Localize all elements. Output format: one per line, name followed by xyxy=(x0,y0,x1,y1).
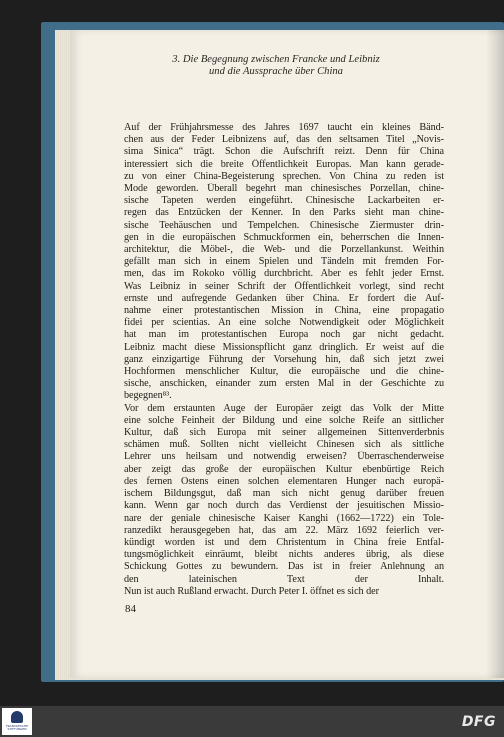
text-line: men, das im Rokoko völlig durchbricht. Aber es fehlt jeder Ernst. xyxy=(124,268,444,280)
section-heading xyxy=(126,54,426,78)
text-line: ganz einzigartige Führung der Vorsehung hin, daß sich jetzt zwei xyxy=(124,353,444,365)
text-line: kann. Wenn gar noch durch das Verdienst der jesuitischen Missio- xyxy=(124,500,444,512)
text-line: chen aus der Feder Leibnizens auf, das den seltsamen Titel „Novis- xyxy=(124,134,444,146)
text-line: eine solche Feinheit der Bildung und eine solche Reife an sittlicher xyxy=(124,414,444,426)
text-line: Lehrer uns heilsam und notwendig erweisen? Überraschenderweise xyxy=(124,451,444,463)
footer-bar xyxy=(0,706,504,737)
text-line: Nun ist auch Rußland erwacht. Durch Peter I. öffnet es sich der xyxy=(124,585,379,597)
text-line: zu von einer China-Begeisterung sprechen. Von China zu reden ist xyxy=(124,170,444,182)
text-line: begegnen⁸³. xyxy=(124,390,172,402)
text-line: sima Sinica“ trägt. Schon die Aufschrift reizt. Denn für China xyxy=(124,146,444,158)
text-line: fidei per scientias. An eine solche Notwendigkeit oder Möglichkeit xyxy=(124,317,444,329)
text-line: ernste und aufregende Gedanken über China. Er fordert die Auf- xyxy=(124,292,444,304)
text-line: Vor dem erstaunten Auge der Europäer zeigt das Volk der Mitte xyxy=(124,402,444,414)
text-line: Hochformen menschlicher Kultur, die europäische und die chine- xyxy=(124,366,444,378)
section-heading-line-1: 3. Die Begegnung zwischen Francke und Leibniz xyxy=(172,54,380,65)
text-line: regen das Entzücken der Kenner. In den Parks sieht man chine- xyxy=(124,207,444,219)
text-line: den lateinischen Text der Inhalt. xyxy=(124,573,444,585)
logo-text-line-2: STIFTUNGEN xyxy=(7,727,27,732)
logo-text xyxy=(4,725,30,732)
text-line: hat man im protestantischen Europa noch gar nicht gedacht. xyxy=(124,329,444,341)
text-line: Was Leibniz in seiner Schrift der Öffentlichkeit vorlegt, sind recht xyxy=(124,280,444,292)
text-line: Mode geworden. Überall begehrt man chinesisches Porzellan, chine- xyxy=(124,183,444,195)
page-number: 84 xyxy=(125,603,136,615)
text-line: Schickung Gottes zu bewundern. Das ist in freier Anlehnung an xyxy=(124,561,444,573)
text-line: des fernen Ostens einen solchen elementaren Hunger nach europä- xyxy=(124,475,444,487)
text-line: tungsmöglichkeit einräumt, bleibt nichts anderes übrig, als diese xyxy=(124,549,444,561)
text-line: sische Tapeten werden eingeführt. Chinesische Lackarbeiten er- xyxy=(124,195,444,207)
text-line: gefällt man sich in einem Spielen und Tändeln mit fremden For- xyxy=(124,256,444,268)
text-line: schämen muß. Sollten nicht vielleicht Chinesen sich als sittliche xyxy=(124,439,444,451)
text-line: nare der geniale chinesische Kaiser Kanghi (1662—1722) ein Tole- xyxy=(124,512,444,524)
text-line: ranzedikt herausgegeben hat, das am 22. März 1692 feierlich ver- xyxy=(124,524,444,536)
text-line: sische Teehäuschen und Tempelchen. Chinesische Ziermuster drin- xyxy=(124,219,444,231)
page-gutter-shadow xyxy=(486,30,504,678)
text-line: architektur, die Möbel-, die Web- und die Porzellankunst. Weithin xyxy=(124,244,444,256)
text-line: ischem Bildungsgut, daß man sich nicht genug darüber freuen xyxy=(124,488,444,500)
text-line: sische, anschicken, einander zum ersten Mal in der Geschichte zu xyxy=(124,378,444,390)
text-line: kündigt worden ist und dem Christentum in China freie Entfal- xyxy=(124,536,444,548)
text-line: Leibniz macht diese Missionspflicht ganz dringlich. Er weist auf die xyxy=(124,341,444,353)
text-line: Auf der Frühjahrsmesse des Jahres 1697 taucht ein kleines Bänd- xyxy=(124,122,444,133)
text-line: Kultur, daß sich Europa mit seiner allgemeinen Sittenverderbnis xyxy=(124,427,444,439)
body-text xyxy=(124,122,444,598)
text-line: nahme einer protestantischen Mission in China, eine propagatio xyxy=(124,305,444,317)
text-line: interessiert sich die breite Öffentlichkeit Europas. Man kann gerade- xyxy=(124,158,444,170)
logo-text-line-1: FRANCKESCHE xyxy=(5,724,29,728)
text-line: aber zeigt das große der europäischen Kultur ebenbürtige Reich xyxy=(124,463,444,475)
institution-logo xyxy=(2,708,32,735)
section-heading-line-2: und die Aussprache über China xyxy=(209,66,343,77)
dfg-logo: DFG xyxy=(461,714,496,730)
logo-emblem-icon xyxy=(11,711,23,723)
text-line: gen in die europäischen Schmuckformen ein, beherrschen die Innen- xyxy=(124,231,444,243)
